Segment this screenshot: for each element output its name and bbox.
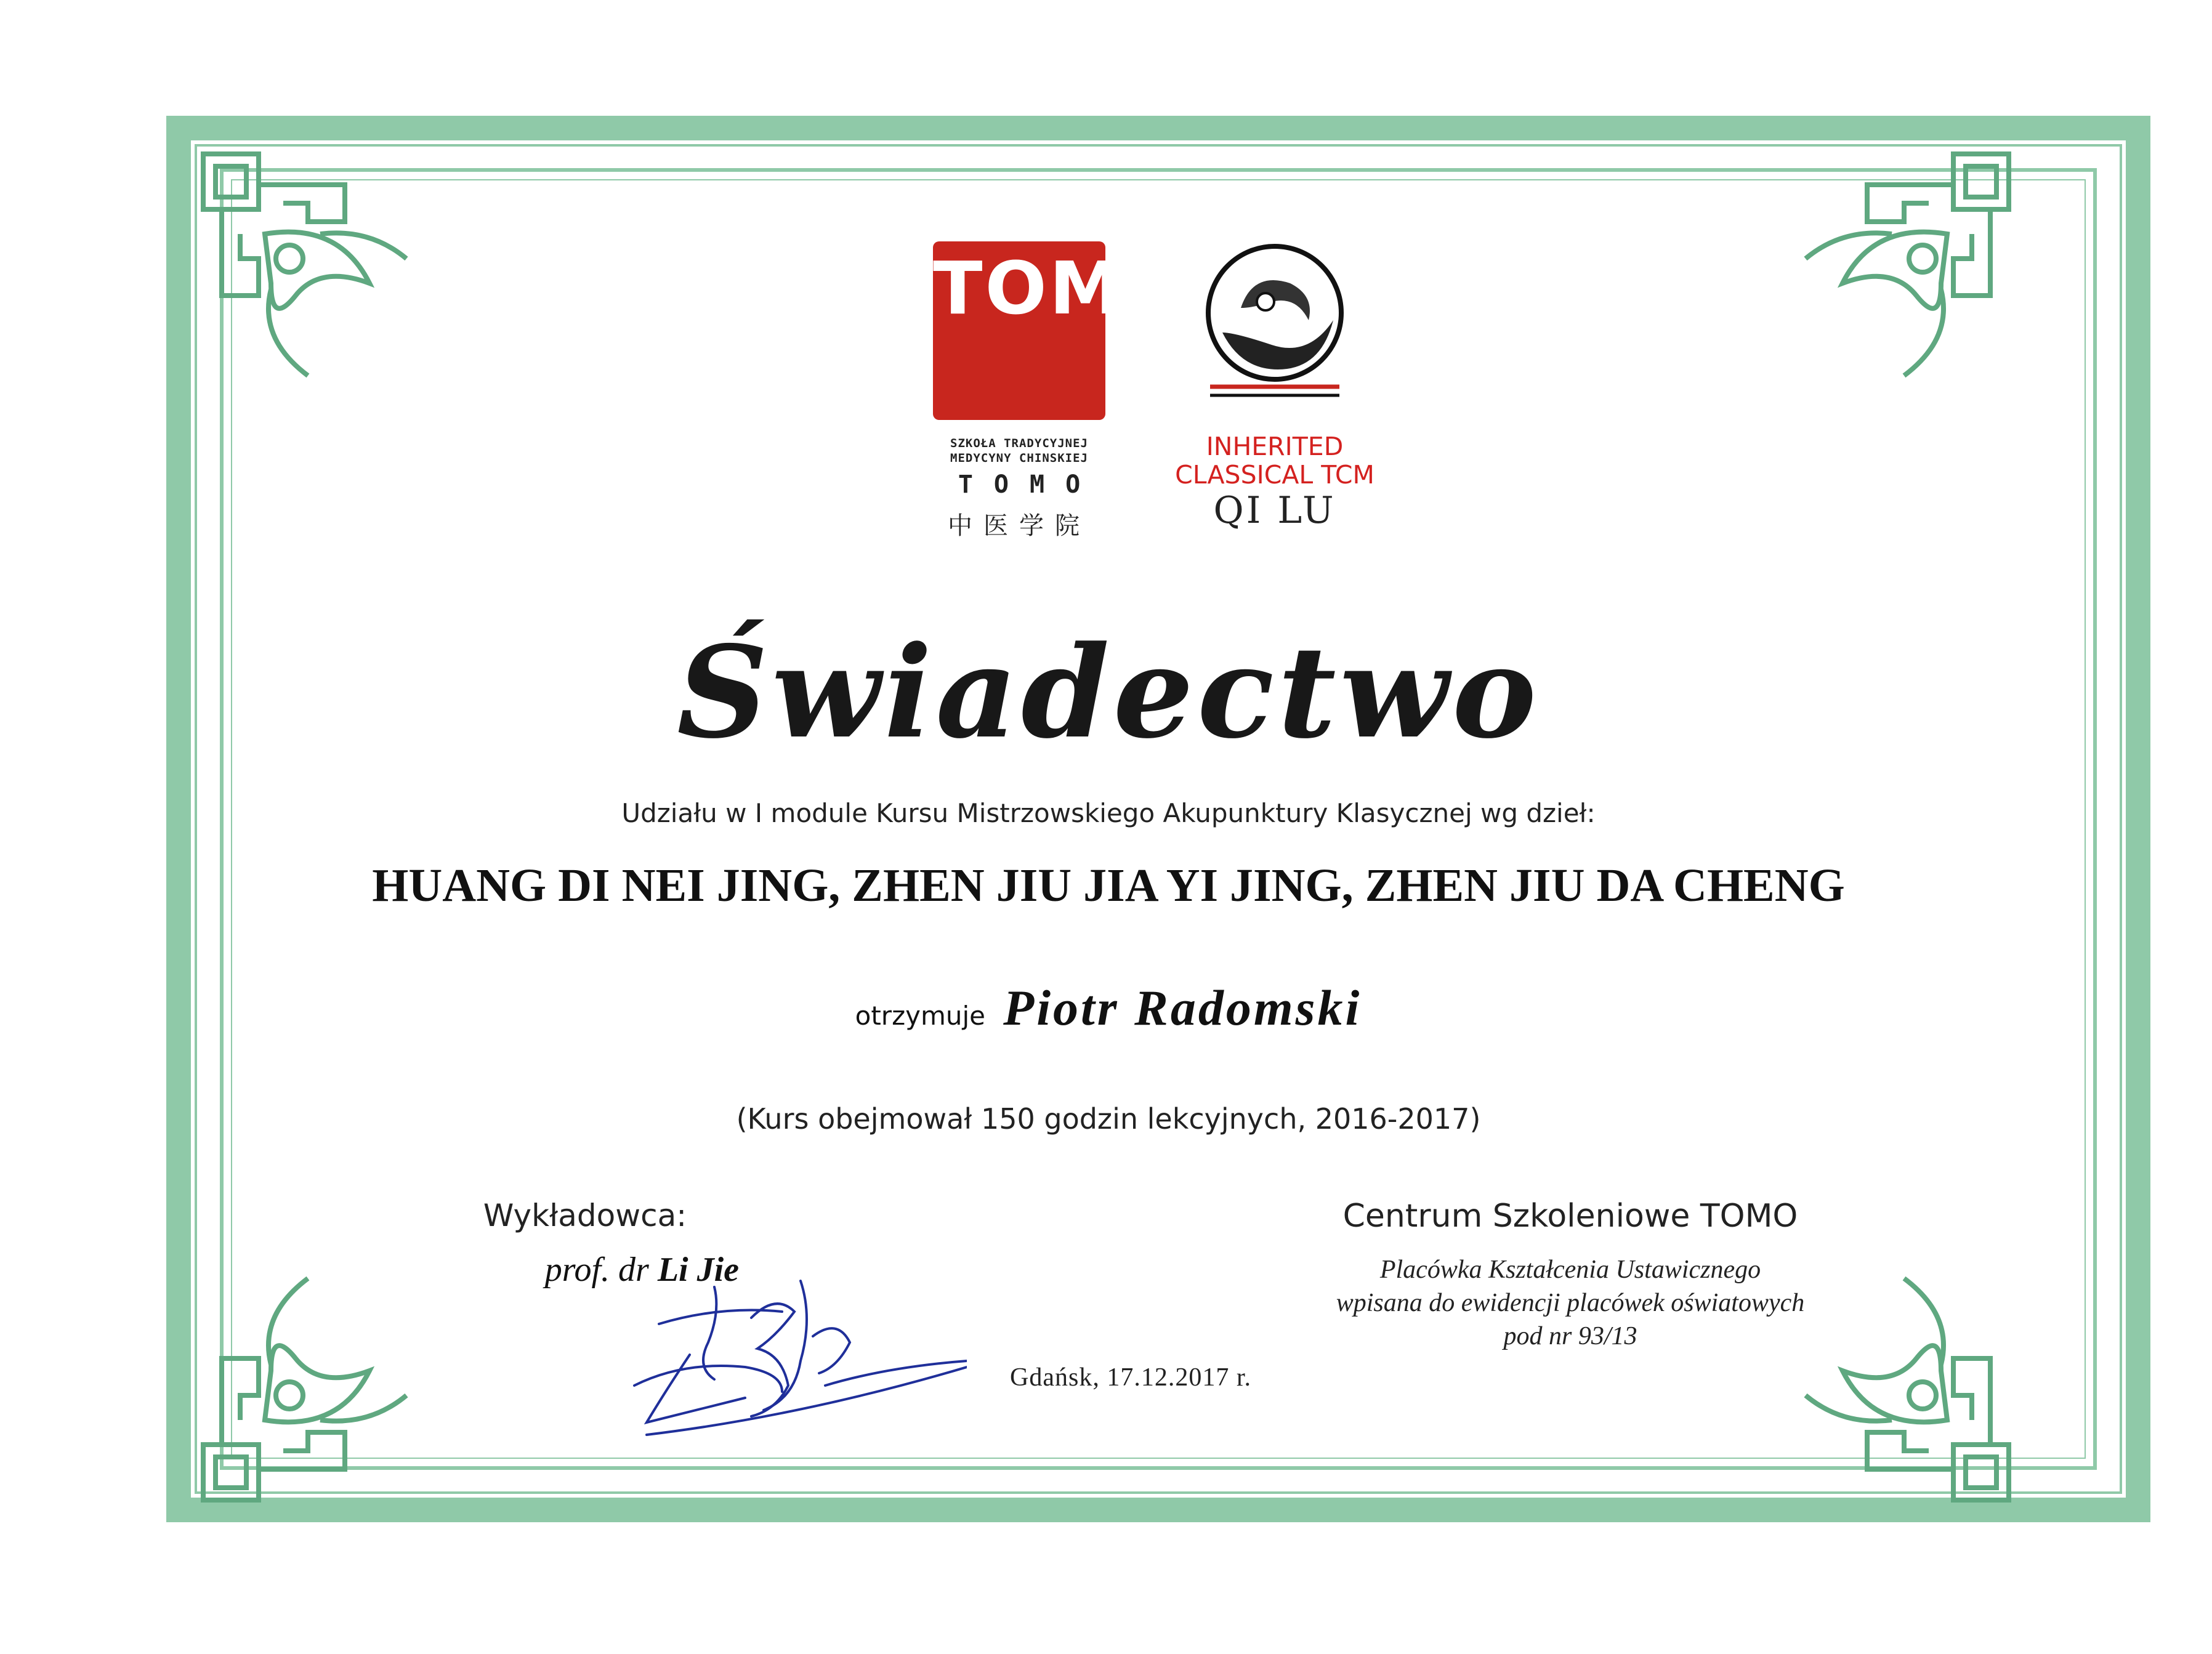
works-list: HUANG DI NEI JING, ZHEN JIU JIA YI JING, ZHEN JIU DA CHENG bbox=[372, 860, 1845, 911]
tomo-caption-line2: MEDYCYNY CHINSKIEJ bbox=[950, 451, 1088, 465]
lecturer-label: Wykładowca: bbox=[483, 1198, 687, 1233]
lecturer-name: Li Jie bbox=[657, 1251, 739, 1289]
issuer-line2: wpisana do ewidencji placówek oświatowych bbox=[1336, 1289, 1805, 1317]
tomo-chinese-name: 中医学院 bbox=[948, 512, 1091, 540]
recipient-name: Piotr Radomski bbox=[1003, 980, 1362, 1036]
certificate-intro: Udziału w I module Kursu Mistrzowskiego Akupunktury Klasycznej wg dzieł: bbox=[621, 798, 1596, 828]
issuer-name: Centrum Szkoleniowe TOMO bbox=[1342, 1198, 1798, 1235]
lecturer-title-prefix: prof. dr bbox=[544, 1251, 649, 1289]
tomo-seal-logo bbox=[933, 241, 1189, 420]
issuer-line3: pod nr 93/13 bbox=[1503, 1322, 1637, 1350]
tomo-name: TOMO bbox=[958, 470, 1102, 499]
receives-label: otrzymuje bbox=[855, 1001, 986, 1031]
qilu-line1: INHERITED bbox=[1206, 432, 1344, 461]
course-info: (Kurs obejmował 150 godzin lekcyjnych, 2016-2017) bbox=[736, 1102, 1481, 1136]
qilu-line2: CLASSICAL TCM bbox=[1175, 460, 1374, 490]
qilu-name: QI LU bbox=[1213, 489, 1336, 532]
certificate-title: Świadectwo bbox=[677, 619, 1540, 767]
qilu-emblem-logo bbox=[1198, 240, 1352, 400]
place-and-date: Gdańsk, 17.12.2017 r. bbox=[1010, 1363, 1251, 1392]
tomo-caption-line1: SZKOŁA TRADYCYJNEJ bbox=[950, 437, 1088, 450]
tomo-seal-letters: TOMO bbox=[933, 246, 1189, 331]
recipient-row bbox=[431, 979, 1786, 1037]
tomo-caption bbox=[893, 436, 1145, 466]
issuer-line1: Placówka Kształcenia Ustawicznego bbox=[1379, 1256, 1761, 1284]
handwritten-signature bbox=[622, 1250, 967, 1459]
